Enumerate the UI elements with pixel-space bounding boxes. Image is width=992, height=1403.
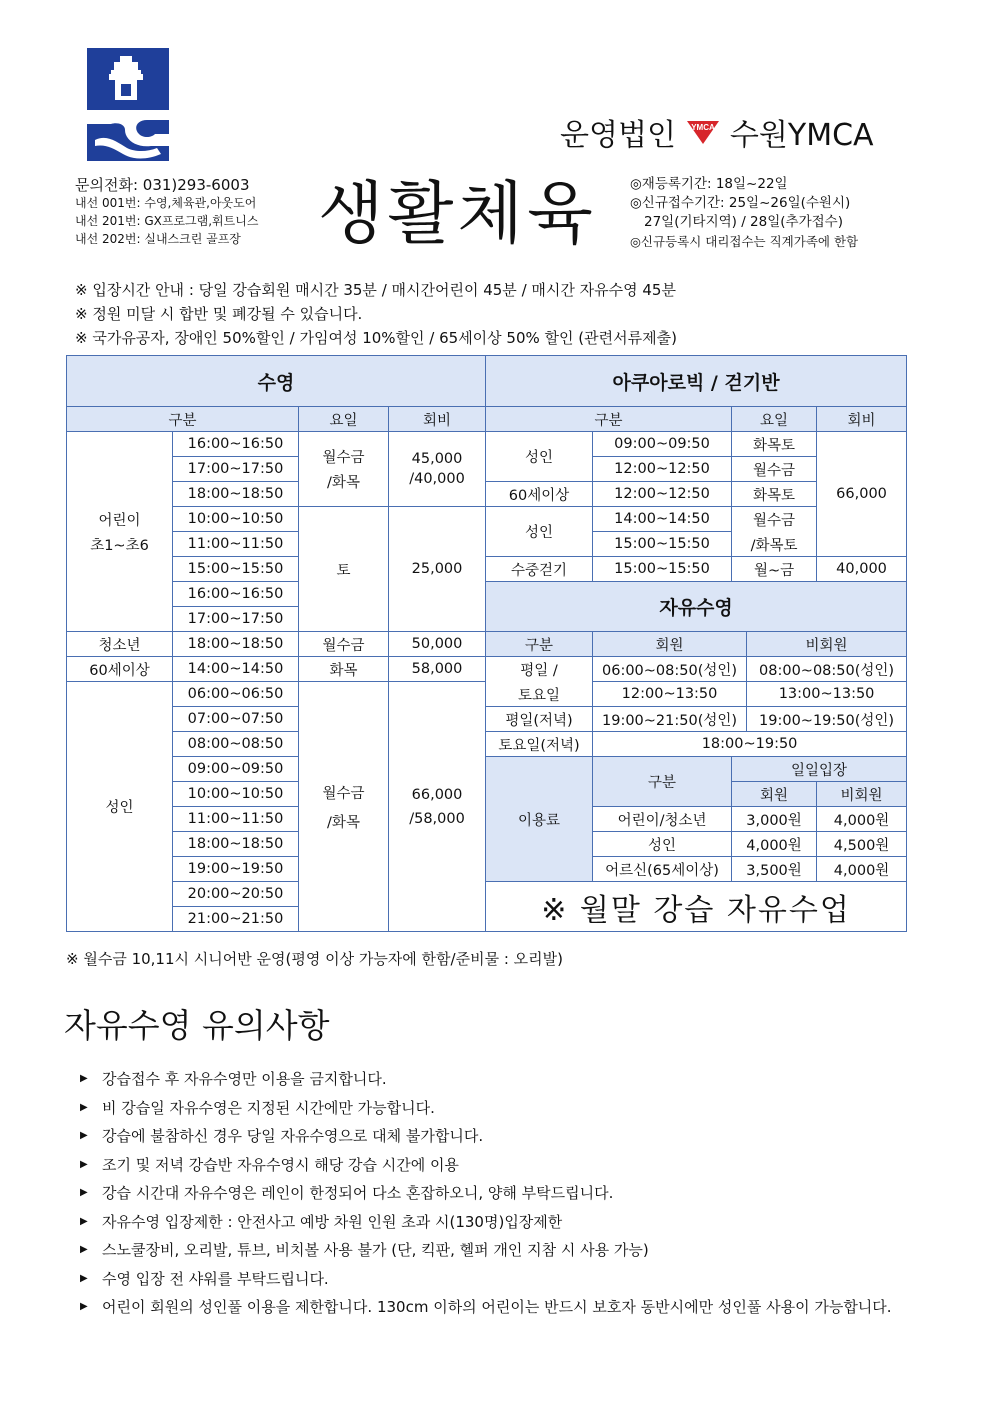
swim-h-fee: 회비 <box>389 407 486 432</box>
adult-days1: 월수금 <box>322 785 365 802</box>
senior-time: 14:00~14:50 <box>173 657 299 682</box>
teen-fee: 50,000 <box>389 632 486 657</box>
adult-time: 09:00~09:50 <box>173 757 299 782</box>
list-item <box>80 1094 892 1123</box>
notice-item: ※ 정원 미달 시 합반 및 폐강될 수 있습니다. <box>75 305 363 323</box>
list-item <box>80 1265 892 1294</box>
rule-text: 수영 입장 전 샤워를 부탁드립니다. <box>102 1269 329 1288</box>
child-time: 16:00~16:50 <box>173 432 299 457</box>
lighthouse-logo-icon <box>87 48 169 161</box>
teen-days: 월수금 <box>299 632 389 657</box>
adult-time: 20:00~20:50 <box>173 882 299 907</box>
aqua-time: 09:00~09:50 <box>593 432 732 457</box>
senior-fee: 58,000 <box>389 657 486 682</box>
adult-time: 11:00~11:50 <box>173 807 299 832</box>
aqua-walk-label: 수중걷기 <box>486 557 593 582</box>
list-item <box>80 1151 892 1180</box>
free-fee-member: 3,000원 <box>732 807 817 832</box>
triangle-bullet-icon: ▶ <box>80 1073 88 1085</box>
rule-text: 강습에 불참하신 경우 당일 자유수영으로 대체 불가합니다. <box>102 1127 484 1145</box>
aqua-adult2-days1: 월수금 <box>753 512 796 529</box>
aqua-adult2-days <box>732 507 817 557</box>
aqua-senior-days: 화목토 <box>732 482 817 507</box>
triangle-bullet-icon: ▶ <box>80 1158 88 1170</box>
swim-h-days: 요일 <box>299 407 389 432</box>
list-item <box>80 1236 892 1265</box>
child-time: 17:00~17:50 <box>173 607 299 632</box>
free-evening-label: 평일(저녁) <box>486 707 593 732</box>
aqua-title: 아쿠아로빅 / 걷기반 <box>486 356 907 407</box>
notice-item: ※ 국가유공자, 장애인 50%할인 / 가임여성 10%할인 / 65세이상 50% 할인 (관련서류제출) <box>75 329 677 347</box>
rule-text: 강습 시간대 자유수영은 레인이 한정되어 다소 혼잡하오니, 양해 부탁드립니다. <box>102 1184 614 1202</box>
adult-fee1: 66,000 <box>411 786 463 803</box>
free-weekday-label1: 평일 / <box>520 662 558 679</box>
swim-note: ※ 월수금 10,11시 시니어반 운영(평영 이상 가능자에 한함/준비물 : 오리발) <box>66 950 563 968</box>
child-time: 10:00~10:50 <box>173 507 299 532</box>
swim-h-category: 구분 <box>67 407 299 432</box>
free-evening-member: 19:00~21:50(성인) <box>593 707 747 732</box>
triangle-bullet-icon: ▶ <box>80 1130 88 1142</box>
closing-note: ※ 월말 강습 자유수업 <box>486 882 907 932</box>
list-item <box>80 1293 892 1322</box>
aqua-walk-days: 월~금 <box>732 557 817 582</box>
rules-list <box>80 1065 892 1322</box>
rule-text: 강습접수 후 자유수영만 이용을 금지합니다. <box>102 1070 387 1088</box>
registration-periods <box>630 175 858 251</box>
free-weekday-nonmember1: 08:00~08:50(성인) <box>747 657 907 682</box>
teen-time: 18:00~18:50 <box>173 632 299 657</box>
free-weekday-nonmember2: 13:00~13:50 <box>747 682 907 707</box>
adult-time: 10:00~10:50 <box>173 782 299 807</box>
rule-text: 어린이 회원의 성인풀 이용을 제한합니다. 130cm 이하의 어린이는 반드시 보호자 동반시에만 성인풀 사용이 가능합니다. <box>102 1298 892 1316</box>
period-line-2: ◎신규접수기간: 25일~26일(수원시) <box>630 195 851 211</box>
adult-fee2: /58,000 <box>409 810 465 827</box>
aqua-h-fee: 회비 <box>817 407 907 432</box>
aqua-days: 월수금 <box>732 457 817 482</box>
free-fee-nonmember: 4,000원 <box>817 857 907 882</box>
free-fee-member: 4,000원 <box>732 832 817 857</box>
aqua-time: 12:00~12:50 <box>593 457 732 482</box>
notice-item: ※ 입장시간 안내 : 당일 강습회원 매시간 35분 / 매시간어린이 45분 / 매시간 자유수영 45분 <box>75 281 676 299</box>
free-weekday-member1: 06:00~08:50(성인) <box>593 657 747 682</box>
child-sub: 초1~초6 <box>90 537 149 554</box>
child-fee-a2: /40,000 <box>409 471 465 487</box>
child-time: 15:00~15:50 <box>173 557 299 582</box>
triangle-bullet-icon: ▶ <box>80 1244 88 1256</box>
child-label-cell <box>67 432 173 632</box>
free-fee-h-daily: 일일입장 <box>732 757 907 782</box>
free-swim-title: 자유수영 <box>486 582 907 632</box>
contact-ext-1: 내선 001번: 수영,체육관,아웃도어 <box>75 196 257 210</box>
aqua-days: 화목토 <box>732 432 817 457</box>
contact-ext-2: 내선 201번: GX프로그램,휘트니스 <box>75 214 259 228</box>
schedule-table <box>66 355 907 932</box>
adult-time: 19:00~19:50 <box>173 857 299 882</box>
adult-time: 21:00~21:50 <box>173 907 299 932</box>
aqua-senior-label: 60세이상 <box>486 482 593 507</box>
aqua-adult2-label: 성인 <box>486 507 593 557</box>
free-fee-group: 어린이/청소년 <box>593 807 732 832</box>
free-evening-nonmember: 19:00~19:50(성인) <box>747 707 907 732</box>
aqua-adult1-label: 성인 <box>486 432 593 482</box>
senior-days: 화목 <box>299 657 389 682</box>
period-line-3: 27일(기타지역) / 28일(추가접수) <box>644 214 843 230</box>
operator-name: 수원YMCA <box>729 118 874 153</box>
child-days-a <box>299 432 389 507</box>
child-fee-b: 25,000 <box>389 507 486 632</box>
aqua-h-category: 구분 <box>486 407 732 432</box>
triangle-bullet-icon: ▶ <box>80 1301 88 1313</box>
free-fee-group: 성인 <box>593 832 732 857</box>
triangle-bullet-icon: ▶ <box>80 1272 88 1284</box>
free-weekday-label <box>486 657 593 707</box>
rule-text: 비 강습일 자유수영은 지정된 시간에만 가능합니다. <box>102 1098 435 1117</box>
child-fee-a1: 45,000 <box>411 451 463 467</box>
free-fee-h-category: 구분 <box>593 757 732 807</box>
free-h-member: 회원 <box>593 632 747 657</box>
ymca-badge-text: YMCA <box>691 123 715 132</box>
aqua-time: 14:00~14:50 <box>593 507 732 532</box>
aqua-h-days: 요일 <box>732 407 817 432</box>
child-time: 16:00~16:50 <box>173 582 299 607</box>
aqua-time: 15:00~15:50 <box>593 532 732 557</box>
child-time: 11:00~11:50 <box>173 532 299 557</box>
aqua-senior-time: 12:00~12:50 <box>593 482 732 507</box>
page-title: 생활체육 <box>318 175 597 254</box>
list-item <box>80 1065 892 1094</box>
free-weekday-member2: 12:00~13:50 <box>593 682 747 707</box>
adult-time: 07:00~07:50 <box>173 707 299 732</box>
rule-text: 조기 및 저녁 강습반 자유수영시 해당 강습 시간에 이용 <box>102 1155 459 1174</box>
operator-line <box>560 110 874 154</box>
child-days-a2: /화목 <box>327 475 360 491</box>
list-item <box>80 1208 892 1237</box>
free-fee-label: 이용료 <box>486 757 593 882</box>
aqua-walk-time: 15:00~15:50 <box>593 557 732 582</box>
rules-title: 자유수영 유의사항 <box>64 1006 330 1045</box>
adult-time: 06:00~06:50 <box>173 682 299 707</box>
senior-label: 60세이상 <box>67 657 173 682</box>
teen-label: 청소년 <box>67 632 173 657</box>
period-line-1: ◎재등록기간: 18일~22일 <box>630 176 788 192</box>
free-fee-group: 어르신(65세이상) <box>593 857 732 882</box>
period-line-4: ◎신규등록시 대리접수는 직계가족에 한함 <box>630 234 859 249</box>
adult-fee <box>389 682 486 932</box>
child-time: 17:00~17:50 <box>173 457 299 482</box>
child-days-b: 토 <box>299 507 389 632</box>
contact-info <box>75 176 258 248</box>
child-time: 18:00~18:50 <box>173 482 299 507</box>
rule-text: 스노쿨장비, 오리발, 튜브, 비치볼 사용 불가 (단, 킥판, 헬퍼 개인 지참 시 사용 가능) <box>102 1241 649 1259</box>
child-days-a1: 월수금 <box>322 450 365 466</box>
adult-days2: /화목 <box>327 814 360 831</box>
aqua-fee-main: 66,000 <box>817 432 907 557</box>
swim-title: 수영 <box>67 356 486 407</box>
child-fee-a <box>389 432 486 507</box>
triangle-bullet-icon: ▶ <box>80 1215 88 1227</box>
aqua-walk-fee: 40,000 <box>817 557 907 582</box>
free-fee-member: 3,500원 <box>732 857 817 882</box>
adult-label: 성인 <box>67 682 173 932</box>
contact-phone: 문의전화: 031)293-6003 <box>75 176 250 194</box>
adult-time: 18:00~18:50 <box>173 832 299 857</box>
operator-label: 운영법인 <box>560 118 676 153</box>
free-fee-nonmember: 4,000원 <box>817 807 907 832</box>
list-item <box>80 1179 892 1208</box>
free-fee-h-nonmember: 비회원 <box>817 782 907 807</box>
triangle-bullet-icon: ▶ <box>80 1187 88 1199</box>
adult-days <box>299 682 389 932</box>
free-h-category: 구분 <box>486 632 593 657</box>
contact-ext-3: 내선 202번: 실내스크린 골프장 <box>75 232 241 246</box>
notice-list <box>75 278 677 350</box>
aqua-adult2-days2: /화목토 <box>750 537 798 554</box>
free-sat-evening-time: 18:00~19:50 <box>593 732 907 757</box>
ymca-badge-icon <box>686 119 720 145</box>
list-item <box>80 1122 892 1151</box>
free-fee-nonmember: 4,500원 <box>817 832 907 857</box>
adult-time: 08:00~08:50 <box>173 732 299 757</box>
rule-text: 자유수영 입장제한 : 안전사고 예방 차원 인원 초과 시(130명)입장제한 <box>102 1212 563 1231</box>
free-sat-evening-label: 토요일(저녁) <box>486 732 593 757</box>
triangle-bullet-icon: ▶ <box>80 1101 88 1113</box>
child-label: 어린이 <box>98 512 141 529</box>
free-fee-h-member: 회원 <box>732 782 817 807</box>
free-h-nonmember: 비회원 <box>747 632 907 657</box>
free-weekday-label2: 토요일 <box>518 687 561 704</box>
